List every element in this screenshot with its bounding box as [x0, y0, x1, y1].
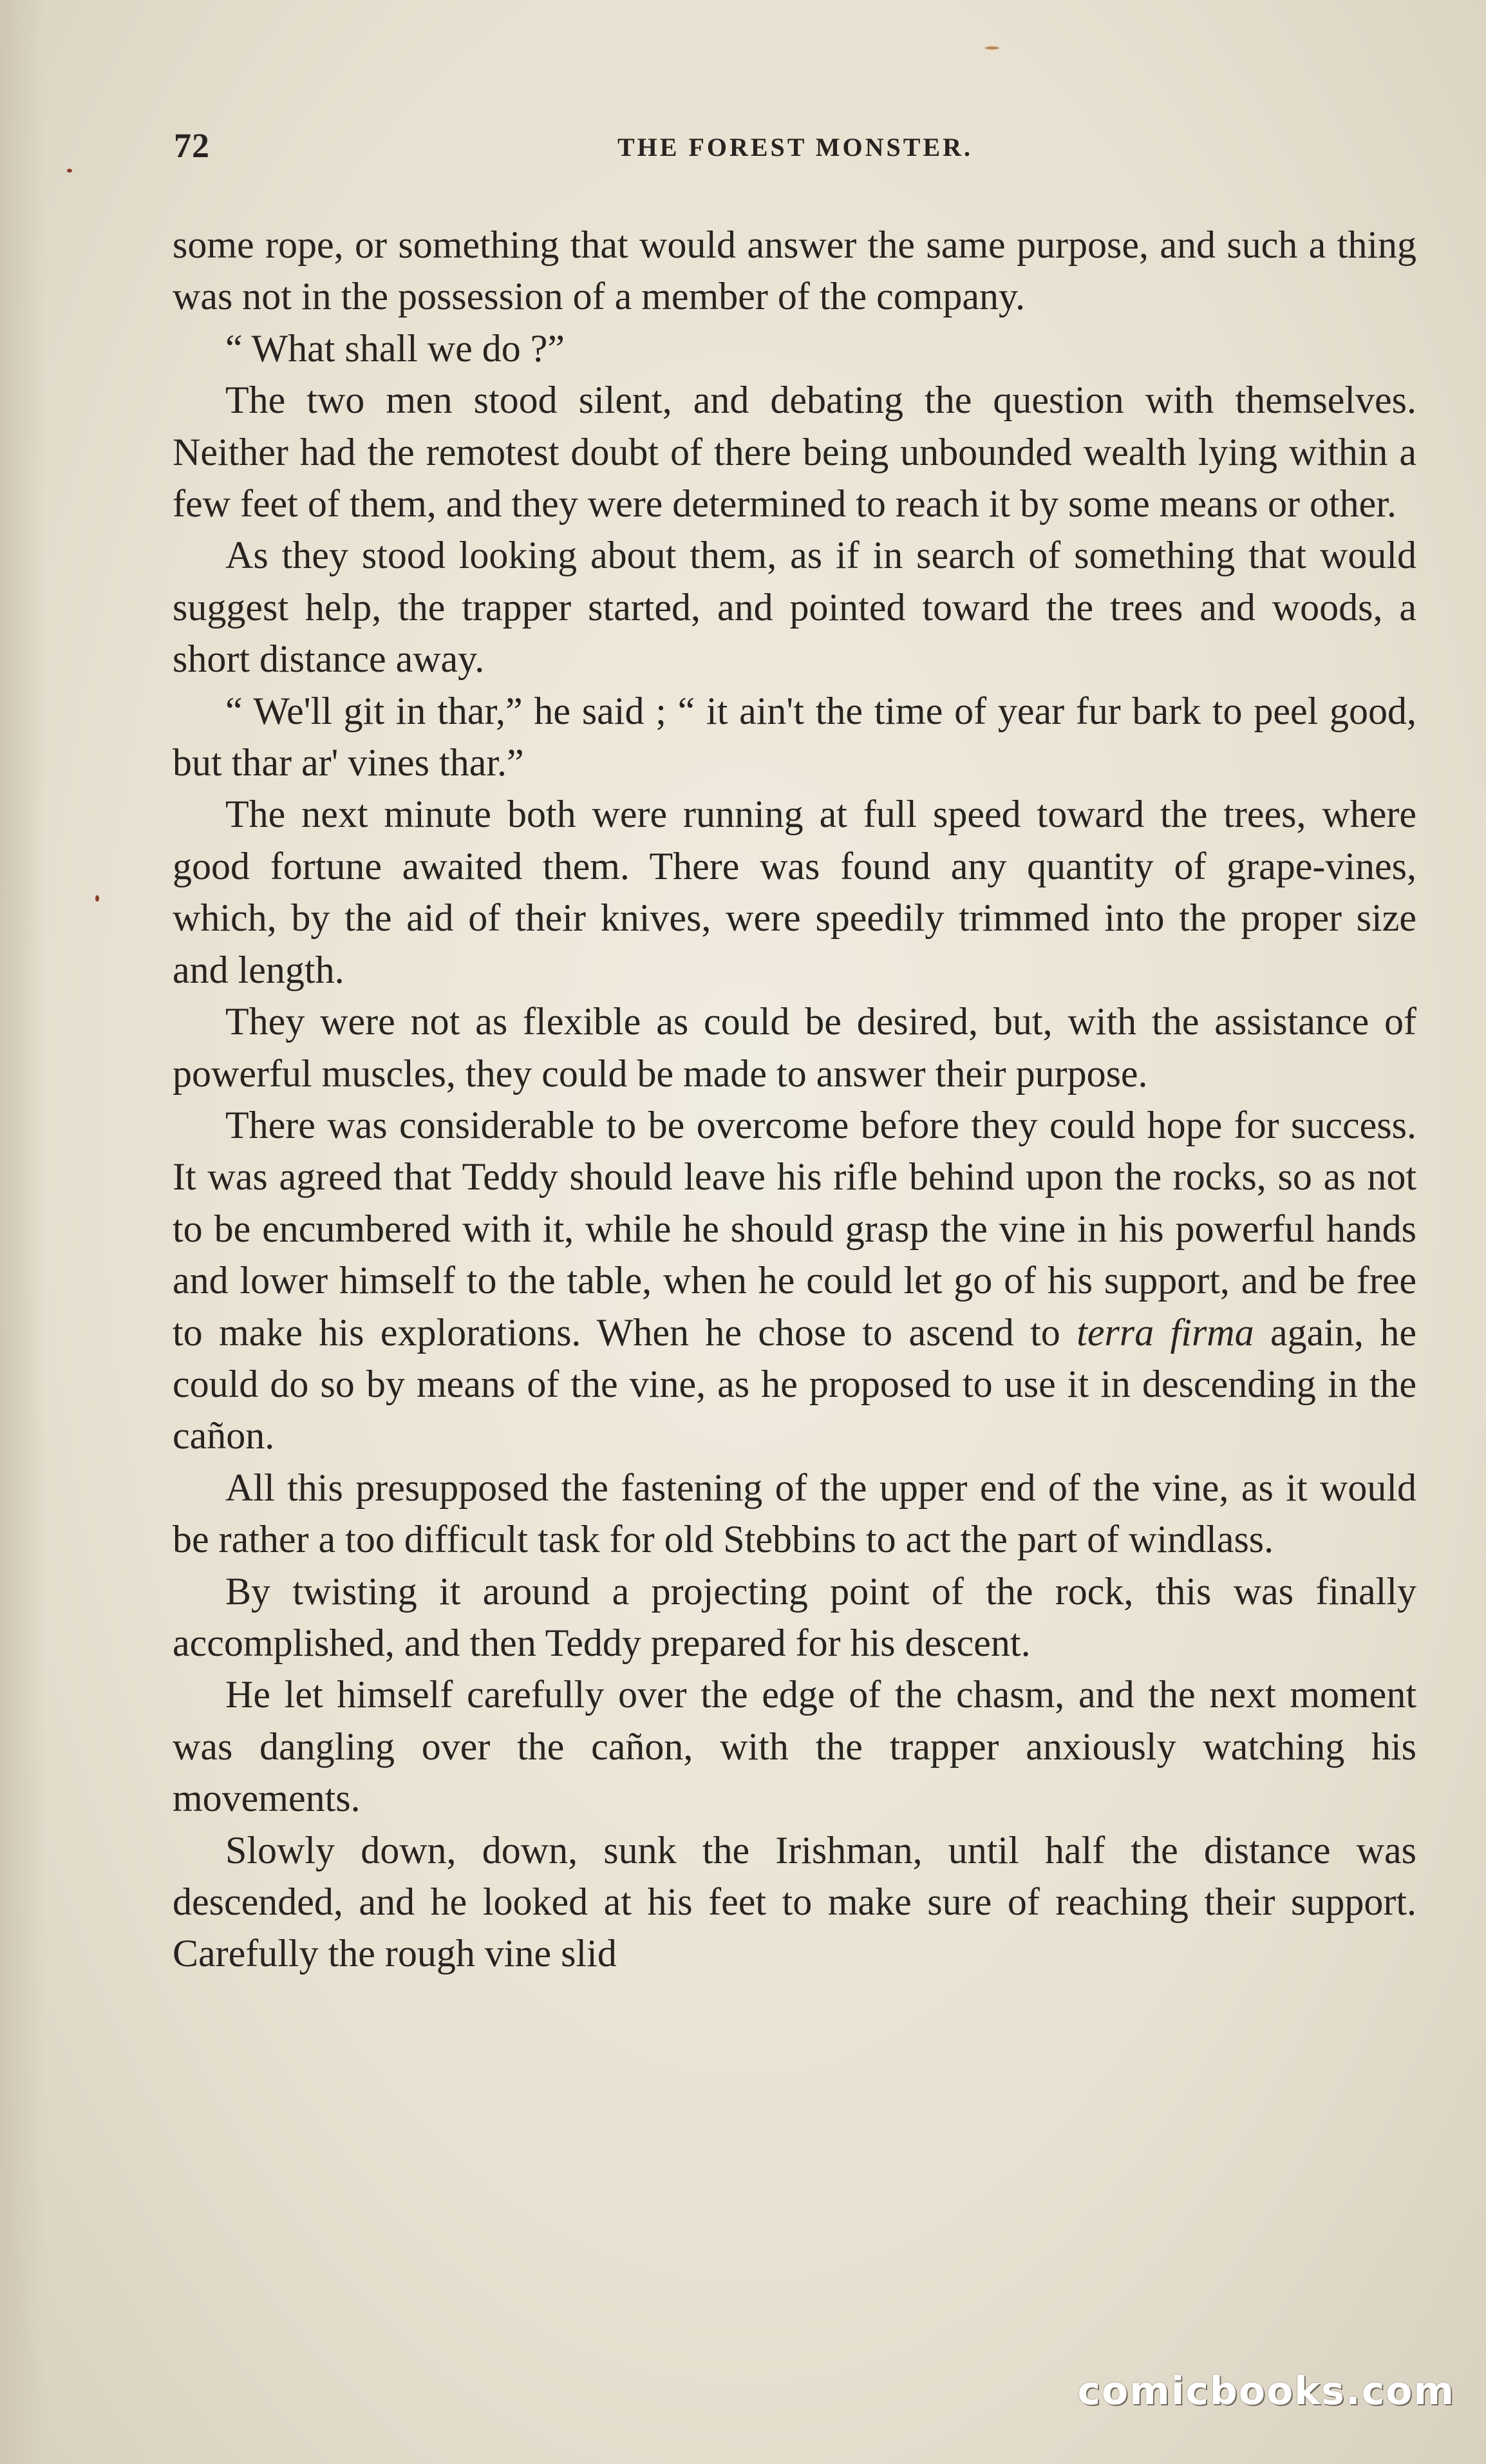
paragraph: “ We'll git in thar,” he said ; “ it ain't the time of year fur bark to peel good, but thar ar' vines thar.” [173, 689, 1416, 784]
paragraph: He let himself carefully over the edge of the chasm, and the next moment was dangling over the cañon, with the trapper anxiously watching his movements. [173, 1673, 1416, 1820]
paragraph: some rope, or something that would answer the same purpose, and such a thing was not in the possession of a member of the company. [173, 223, 1416, 318]
paragraph: They were not as flexible as could be desired, but, with the assistance of powerful muscles, they could be made to answer their purpose. [173, 1000, 1416, 1095]
paragraph-text-continued: again, he could do so by means of the vine, as he proposed to use it in descending in the cañon. [173, 1311, 1416, 1457]
page-header [174, 126, 1416, 177]
paragraph-text: There was considerable to be overcome before they could hope for success. It was agreed that Teddy should leave his rifle behind upon the rocks, so as not to be encumbered with it, while he should grasp the vine in his powerful hands and lower himself to the table, when he could let go of his support, and be free to make his explorations. When he chose to ascend to [173, 1103, 1416, 1354]
ink-speck [985, 46, 999, 50]
paragraph: “ What shall we do ?” [225, 327, 565, 370]
body-text [173, 219, 1416, 1980]
paragraph: Slowly down, down, sunk the Irishman, until half the distance was descended, and he looked at his feet to make sure of reaching their support. Carefully the rough vine slid [173, 1828, 1416, 1975]
running-title: THE FOREST MONSTER. [617, 133, 973, 162]
paragraph: By twisting it around a projecting point of the rock, this was finally accomplished, and then Teddy prepared for his descent. [173, 1569, 1416, 1664]
paragraph: As they stood looking about them, as if in search of something that would suggest help, the trapper started, and pointed toward the trees and woods, a short distance away. [173, 534, 1416, 681]
paragraph: The next minute both were running at full speed toward the trees, where good fortune awaited them. There was found any quantity of grape-vines, which, by the aid of their knives, were speedily trimmed into the proper size and length. [173, 793, 1416, 991]
paragraph: The two men stood silent, and debating the question with themselves. Neither had the remotest doubt of there being unbounded wealth lying within a few feet of them, and they were determined to reach it by some means or other. [173, 379, 1416, 526]
italic-phrase: terra firma [1077, 1311, 1254, 1354]
page-gutter-shadow [0, 0, 45, 2464]
ink-speck [95, 895, 99, 902]
site-watermark: comicbooks.com [1077, 2369, 1455, 2414]
page-number: 72 [174, 126, 210, 165]
paragraph: All this presupposed the fastening of the upper end of the vine, as it would be rather a too difficult task for old Stebbins to act the part of windlass. [173, 1466, 1416, 1561]
paragraph-with-italic [173, 1099, 1416, 1462]
ink-speck [67, 169, 72, 173]
